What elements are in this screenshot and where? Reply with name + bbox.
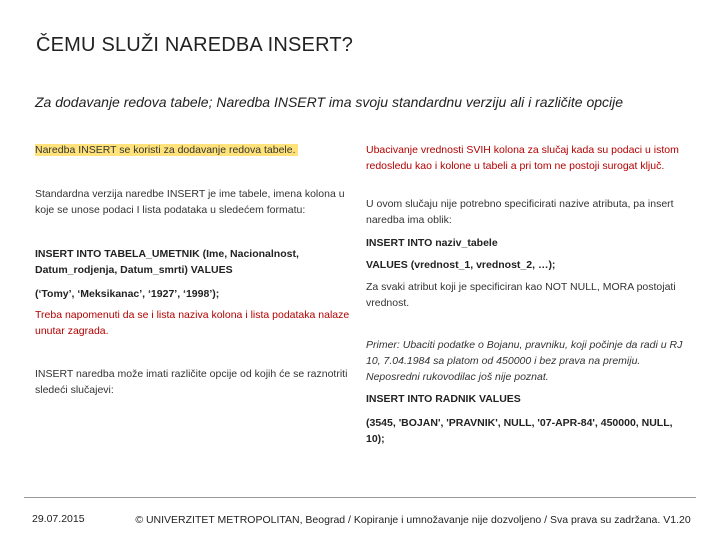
right-code-radnik: INSERT INTO RADNIK VALUES — [366, 393, 521, 405]
highlighted-text: Naredba INSERT se koristi za dodavanje redova tabele. — [35, 144, 296, 156]
left-paragraph-1 — [35, 142, 353, 158]
right-paragraph-2: U ovom slučaju nije potrebno specificirati nazive atributa, pa insert naredba ima oblik: — [366, 198, 674, 226]
left-paragraph-2: Standardna verzija naredbe INSERT je ime tabele, imena kolona u koje se unose podaci I lista podataka u sledećem formatu: — [35, 188, 345, 216]
left-code-values: (‘Tomy’, ‘Meksikanac’, ‘1927’, ‘1998’); — [35, 288, 220, 300]
slide-subtitle: Za dodavanje redova tabele; Naredba INSERT ima svoju standardnu verziju ali i različite opcije — [35, 94, 624, 110]
footer — [0, 497, 720, 537]
right-paragraph-1: Ubacivanje vrednosti SVIH kolona za slučaj kada su podaci u istom redosledu kao i kolone u tabeli a pri tom ne postoji surogat ključ. — [366, 144, 679, 172]
right-code-values: VALUES (vrednost_1, vrednost_2, …); — [366, 259, 556, 271]
right-code-insert: INSERT INTO naziv_tabele — [366, 237, 498, 249]
left-note: Treba napomenuti da se i lista naziva kolona i lista podataka nalaze unutar zagrada. — [35, 309, 350, 337]
left-paragraph-options: INSERT naredba može imati različite opcije od kojih će se raznotriti sledeći slučajevi: — [35, 368, 348, 396]
right-paragraph-notnull: Za svaki atribut koji je specificiran kao NOT NULL, MORA postojati vrednost. — [366, 281, 676, 309]
right-example: Primer: Ubaciti podatke o Bojanu, pravniku, koji počinje da radi u RJ 10, 7.04.1984 sa platom od 450000 i bez prava na premiju. Neposredni rukovodilac još nije poznat. — [366, 339, 683, 383]
left-code-insert: INSERT INTO TABELA_UMETNIK (Ime, Nacionalnost, Datum_rodjenja, Datum_smrti) VALUES — [35, 248, 299, 276]
footer-divider — [24, 497, 696, 498]
right-code-radnik-values: (3545, 'BOJAN', 'PRAVNIK', NULL, '07-APR-84', 450000, NULL, 10); — [366, 417, 673, 445]
footer-date: 29.07.2015 — [32, 513, 85, 525]
footer-copyright: © UNIVERZITET METROPOLITAN, Beograd / Kopiranje i umnožavanje nije dozvoljeno / Sva prava su zadržana. V1.20 — [135, 514, 691, 526]
slide-title: ČEMU SLUŽI NAREDBA INSERT? — [36, 34, 354, 56]
